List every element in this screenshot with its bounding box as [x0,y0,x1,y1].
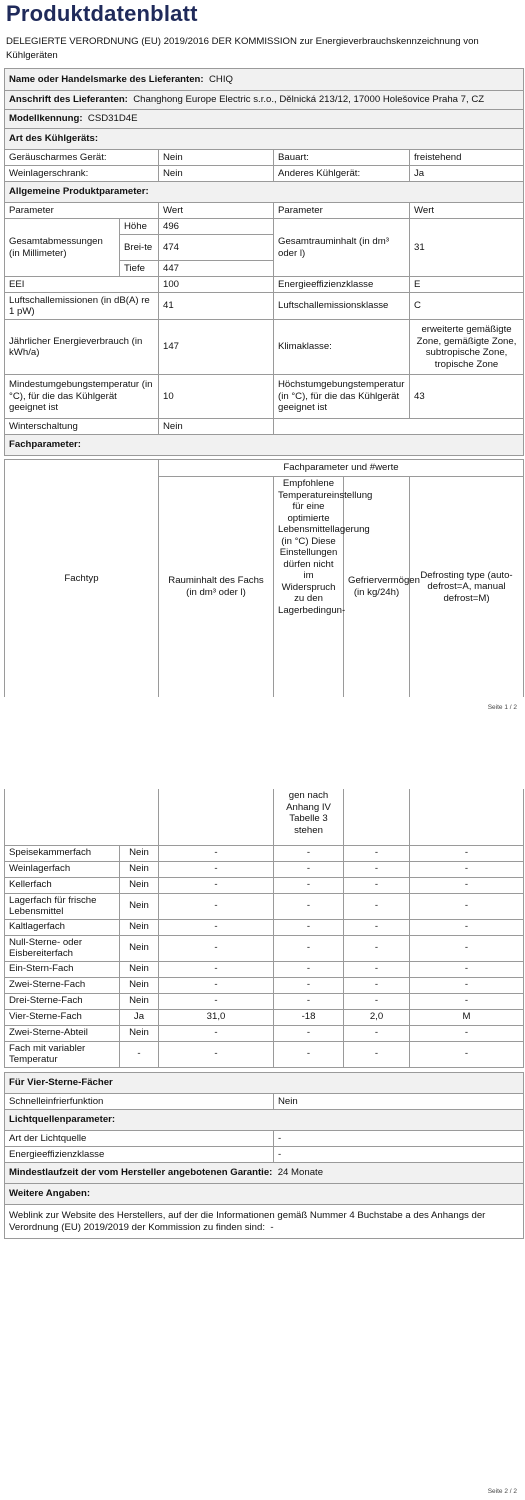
compartment-present: Nein [120,993,159,1009]
four-star-heading: Für Vier-Sterne-Fächer [5,1073,524,1094]
address-label: Anschrift des Lieferanten: [9,94,128,106]
width-value: 474 [159,235,274,261]
column-header-parameter: Parameter [5,203,159,219]
compartment-freezing: - [344,877,410,893]
max-ambient-temp-value: 43 [410,375,524,419]
total-volume-value: 31 [410,219,524,277]
compartment-freezing: - [344,977,410,993]
compartment-type: Kaltlagerfach [5,919,120,935]
further-info-heading-row [5,1184,524,1205]
compartment-type: Vier-Sterne-Fach [5,1009,120,1025]
column-header-type: Fachtyp [5,460,159,697]
noise-class-value: C [410,293,524,320]
eei-row [5,277,524,293]
compartment-volume: - [159,977,274,993]
model-value: CSD31D4E [87,113,138,125]
height-value: 496 [159,219,274,235]
compartment-volume: - [159,919,274,935]
compartment-volume: - [159,993,274,1009]
winter-switch-label: Winterschaltung [5,419,159,435]
low-noise-value: Nein [159,150,274,166]
compartment-defrost: - [410,919,524,935]
compartment-type: Drei-Sterne-Fach [5,993,120,1009]
compartment-present: Nein [120,919,159,935]
compartment-defrost: - [410,935,524,961]
table-row [5,1041,524,1067]
general-heading-row [5,182,524,203]
light-class-value: - [274,1147,524,1163]
compartment-volume: - [159,845,274,861]
low-noise-label: Geräuscharmes Gerät: [5,150,159,166]
compartment-table [4,789,524,1068]
compartment-temperature: - [274,919,344,935]
noise-row [5,293,524,320]
compartment-temperature: - [274,1041,344,1067]
annual-energy-label: Jährlicher Energieverbrauch (in kWh/a) [5,320,159,375]
compartment-freezing: - [344,861,410,877]
compartment-temperature: - [274,993,344,1009]
winter-switch-value: Nein [159,419,274,435]
column-header-value: Wert [410,203,524,219]
table-row [5,919,524,935]
width-label: Brei-te [120,235,159,261]
total-volume-label: Gesamtrauminhalt (in dm³ oder l) [274,219,410,277]
compartment-volume: - [159,1041,274,1067]
compartment-defrost: - [410,977,524,993]
noise-emission-label: Luftschallemissionen (in dB(A) re 1 pW) [5,293,159,320]
compartment-temperature: - [274,877,344,893]
light-class-row [5,1147,524,1163]
compartment-defrost: - [410,961,524,977]
compartment-present: Nein [120,977,159,993]
compartment-volume: - [159,893,274,919]
eei-label: EEI [5,277,159,293]
compartment-freezing: - [344,961,410,977]
light-class-label: Energieeffizienzklasse [5,1147,274,1163]
compartment-defrost: - [410,1025,524,1041]
compartment-header-continued [5,789,524,845]
column-header-parameter: Parameter [274,203,410,219]
supplier-row [5,69,524,91]
compartment-volume: - [159,935,274,961]
compartment-freezing: - [344,993,410,1009]
compartment-type: Lagerfach für frische Lebensmittel [5,893,120,919]
ambient-temp-row [5,375,524,419]
compartment-heading: Fachparameter: [5,435,524,456]
compartment-temperature: - [274,845,344,861]
device-type-row-1 [5,150,524,166]
compartment-volume: - [159,861,274,877]
climate-class-label: Klimaklasse: [274,320,410,375]
table-row [5,861,524,877]
compartment-present: Nein [120,877,159,893]
compartment-temperature: - [274,961,344,977]
compartment-type: Weinlagerfach [5,861,120,877]
column-header-freezing: Gefriervermögen (in kg/24h) [344,477,410,697]
compartment-freezing: - [344,893,410,919]
light-heading-row [5,1110,524,1131]
warranty-label: Mindestlaufzeit der vom Hersteller angebotenen Garantie: [9,1167,273,1179]
compartment-present: Nein [120,861,159,877]
compartment-volume: - [159,877,274,893]
column-header-group: Fachparameter und #werte [159,460,524,477]
construction-label: Bauart: [274,150,410,166]
compartment-defrost: - [410,877,524,893]
compartment-freezing: - [344,935,410,961]
compartment-defrost: M [410,1009,524,1025]
climate-class-value: erweiterte gemäßigte Zone, gemäßigte Zone, subtropische Zone, tropische Zone [410,320,524,375]
max-ambient-temp-label: Höchstumgebungstemperatur (in °C), für die das Kühlgerät geeignet ist [274,375,410,419]
other-appliance-label: Anderes Kühlgerät: [274,166,410,182]
energy-class-value: E [410,277,524,293]
compartment-temperature: - [274,935,344,961]
table-row [5,961,524,977]
light-source-heading: Lichtquellenparameter: [5,1110,524,1131]
table-row [5,893,524,919]
noise-emission-value: 41 [159,293,274,320]
column-header-volume: Rauminhalt des Fachs (in dm³ oder l) [159,477,274,697]
annual-energy-value: 147 [159,320,274,375]
general-column-header [5,203,524,219]
column-header-value: Wert [159,203,274,219]
model-label: Modellkennung: [9,113,83,125]
weblink-text: Weblink zur Website des Herstellers, auf der die Informationen gemäß Nummer 4 Buchstabe a des Anhangs der Verordnung (EU) 2019/2019 der Kommission zu finden sind: [9,1210,486,1233]
warranty-value: 24 Monate [277,1167,324,1179]
compartment-freezing: - [344,919,410,935]
wine-cabinet-value: Nein [159,166,274,182]
compartment-rows [5,845,524,1067]
weblink-value: - [270,1221,274,1233]
column-header-temperature-continued: gen nach Anhang IV Tabelle 3 stehen [274,789,344,845]
noise-class-label: Luftschallemissionsklasse [274,293,410,320]
compartment-present: Nein [120,935,159,961]
product-data-table [4,68,524,456]
compartment-defrost: - [410,845,524,861]
quick-freeze-row [5,1094,524,1110]
depth-label: Tiefe [120,261,159,277]
winter-row [5,419,524,435]
device-type-heading: Art des Kühlgeräts: [5,129,524,150]
quick-freeze-label: Schnelleinfrierfunktion [5,1094,274,1110]
compartment-type: Kellerfach [5,877,120,893]
height-label: Höhe [120,219,159,235]
light-type-label: Art der Lichtquelle [5,1131,274,1147]
table-row [5,845,524,861]
extra-info-table [4,1072,524,1239]
compartment-freezing: - [344,1041,410,1067]
compartment-temperature: - [274,893,344,919]
supplier-label: Name oder Handelsmarke des Lieferanten: [9,73,204,85]
compartment-present: Nein [120,961,159,977]
page-number: Seite 2 / 2 [487,1488,517,1495]
address-value: Changhong Europe Electric s.r.o., Dělnická 213/12, 17000 Holešovice Praha 7, CZ [133,94,485,106]
compartment-temperature: - [274,1025,344,1041]
dimensions-label: Gesamtabmessungen (in Millimeter) [5,219,120,277]
document-title: Produktdatenblatt [6,1,198,26]
compartment-group-header [5,460,524,477]
compartment-temperature: - [274,977,344,993]
compartment-present: Nein [120,845,159,861]
compartment-temperature: - [274,861,344,877]
device-type-row-2 [5,166,524,182]
compartment-type: Null-Sterne- oder Eisbereiterfach [5,935,120,961]
compartment-present: - [120,1041,159,1067]
light-type-row [5,1131,524,1147]
weblink-row [5,1205,524,1239]
general-heading: Allgemeine Produktparameter: [5,182,524,203]
compartment-defrost: - [410,893,524,919]
table-row [5,977,524,993]
compartment-defrost: - [410,993,524,1009]
compartment-type: Ein-Stern-Fach [5,961,120,977]
min-ambient-temp-value: 10 [159,375,274,419]
compartment-type: Zwei-Sterne-Abteil [5,1025,120,1041]
compartment-present: Ja [120,1009,159,1025]
compartment-present: Nein [120,1025,159,1041]
page-number: Seite 1 / 2 [487,704,517,711]
device-type-heading-row [5,129,524,150]
table-row [5,877,524,893]
energy-row [5,320,524,375]
page-2 [0,750,525,1500]
compartment-type: Fach mit variabler Temperatur [5,1041,120,1067]
wine-cabinet-label: Weinlagerschrank: [5,166,159,182]
supplier-value: CHIQ [208,73,233,85]
compartment-heading-row [5,435,524,456]
compartment-header-table [4,459,524,697]
dimensions-row-height [5,219,524,235]
eei-value: 100 [159,277,274,293]
four-star-heading-row [5,1073,524,1094]
compartment-defrost: - [410,1041,524,1067]
construction-value: freistehend [410,150,524,166]
table-row [5,935,524,961]
compartment-volume: - [159,1025,274,1041]
other-appliance-value: Ja [410,166,524,182]
column-header-defrost: Defrosting type (auto-defrost=A, manual defrost=M) [410,477,524,697]
compartment-present: Nein [120,893,159,919]
compartment-type: Speisekammerfach [5,845,120,861]
min-ambient-temp-label: Mindestumgebungstemperatur (in °C), für die das Kühlgerät geeignet ist [5,375,159,419]
energy-class-label: Energieeffizienzklasse [274,277,410,293]
light-type-value: - [274,1131,524,1147]
quick-freeze-value: Nein [274,1094,524,1110]
column-header-temperature: Empfohlene Temperatureinstellung für eine optimierte Lebensmittellagerung (in °C) Diese Einstellungen dürfen nicht im Widerspruch zu den Lagerbedingun- [274,477,344,697]
compartment-defrost: - [410,861,524,877]
table-row [5,1025,524,1041]
further-info-heading: Weitere Angaben: [5,1184,524,1205]
model-row [5,110,524,129]
depth-value: 447 [159,261,274,277]
compartment-temperature: -18 [274,1009,344,1025]
compartment-freezing: - [344,845,410,861]
warranty-row [5,1163,524,1184]
compartment-freezing: - [344,1025,410,1041]
compartment-volume: 31,0 [159,1009,274,1025]
compartment-type: Zwei-Sterne-Fach [5,977,120,993]
compartment-volume: - [159,961,274,977]
table-row [5,993,524,1009]
table-row [5,1009,524,1025]
compartment-freezing: 2,0 [344,1009,410,1025]
address-row [5,91,524,110]
regulation-text: DELEGIERTE VERORDNUNG (EU) 2019/2016 DER KOMMISSION zur Energieverbrauchskennzeichnung von Kühlgeräten [6,36,479,61]
